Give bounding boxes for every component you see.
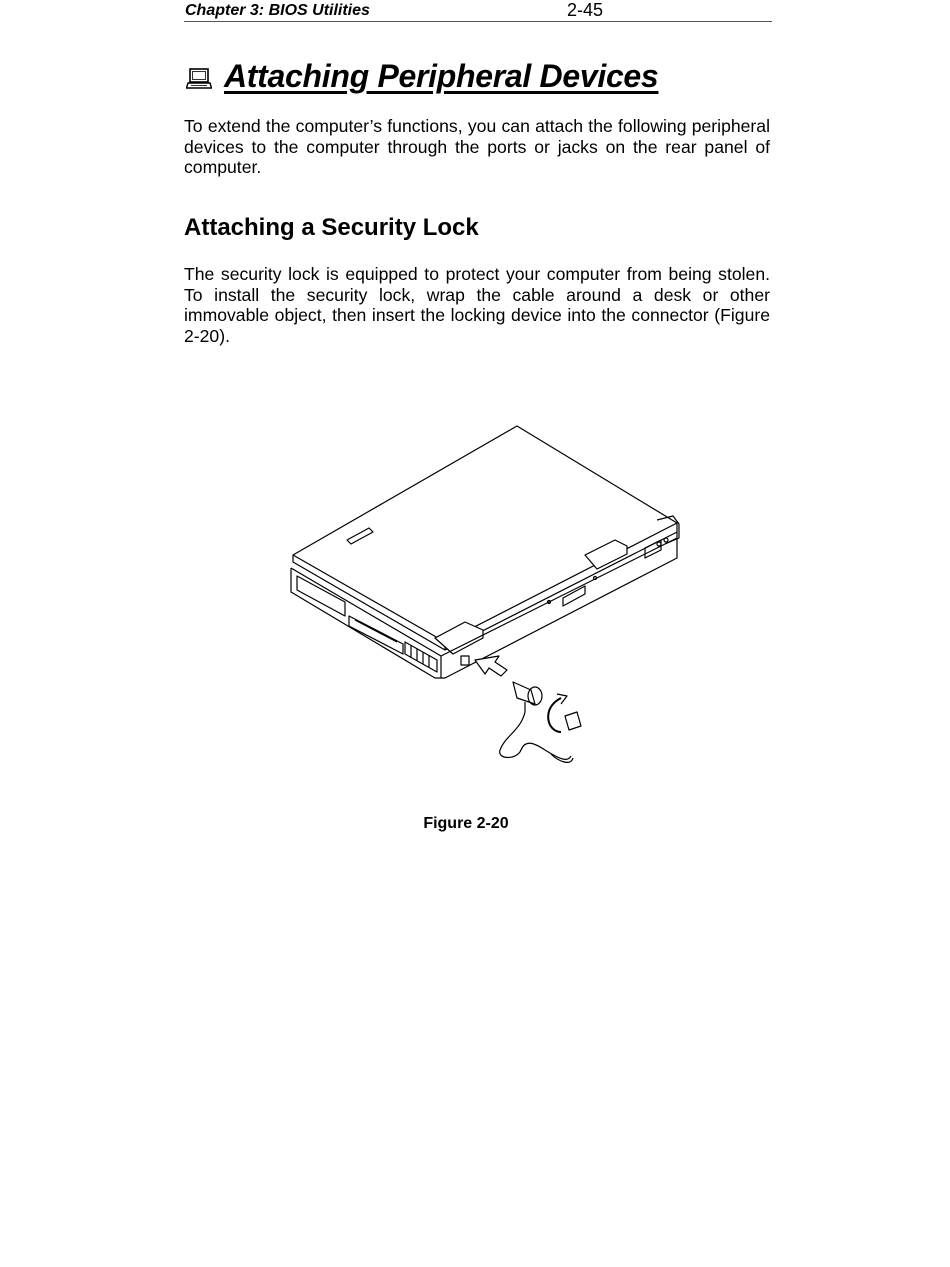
subsection-title: Attaching a Security Lock — [184, 214, 479, 241]
security-lock-illustration — [285, 420, 695, 770]
security-lock-paragraph: The security lock is equipped to protect your computer from being stolen. To install the security lock, wrap the cable around a desk or other immovable object, then insert the locking device into the connector (Figure 2-20). — [184, 264, 770, 346]
intro-paragraph: To extend the computer’s functions, you can attach the following peripheral devices to the computer through the ports or jacks on the rear panel of computer. — [184, 116, 770, 178]
figure-caption: Figure 2-20 — [423, 815, 509, 832]
section-title: Attaching Peripheral Devices — [224, 58, 659, 94]
chapter-title: Chapter 3: BIOS Utilities — [185, 2, 370, 19]
page-number: 2-45 — [567, 0, 604, 20]
page-header — [184, 0, 772, 22]
section-heading — [186, 58, 658, 95]
laptop-icon — [186, 68, 212, 90]
